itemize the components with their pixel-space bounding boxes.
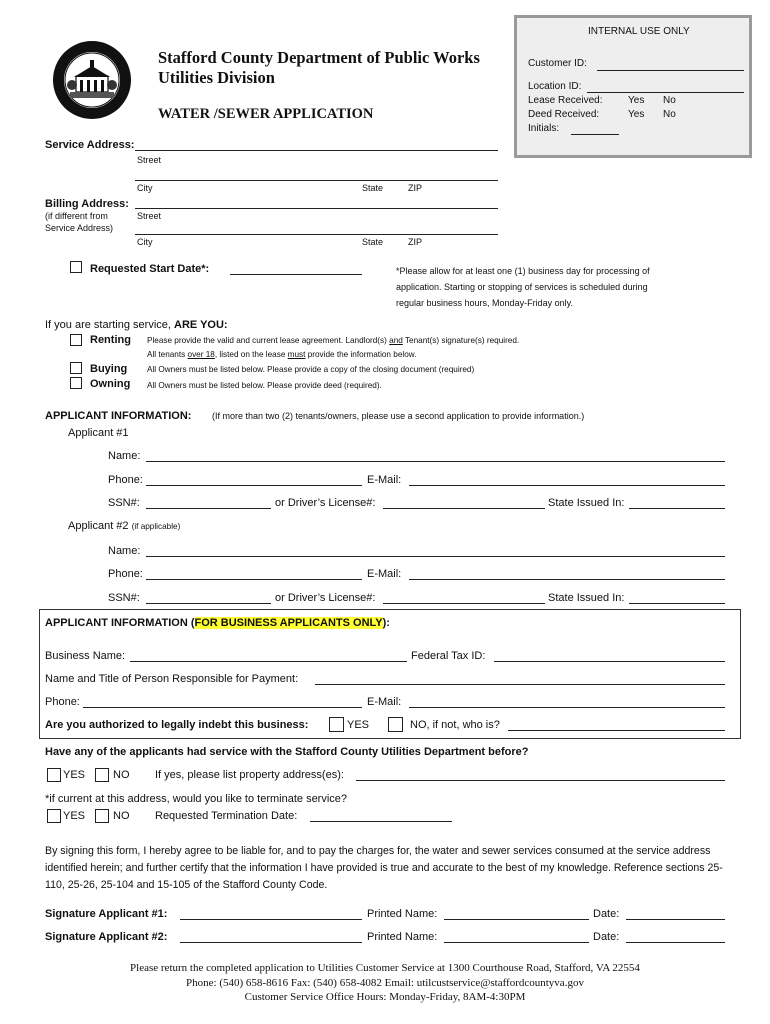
customer-id-label: Customer ID: bbox=[528, 58, 587, 69]
billing-street-field[interactable] bbox=[135, 208, 498, 209]
terminate-no-checkbox[interactable] bbox=[95, 809, 109, 823]
footer-contact: Phone: (540) 658-8616 Fax: (540) 658-4082 Email: utilcustservice@staffordcountyva.gov bbox=[186, 976, 584, 989]
business-email-label: E-Mail: bbox=[367, 696, 402, 708]
responsible-label: Name and Title of Person Responsible for Payment: bbox=[45, 673, 299, 685]
billing-state-caption: State bbox=[362, 237, 384, 247]
signature-2-field[interactable] bbox=[180, 942, 362, 943]
printed-name-2-label: Printed Name: bbox=[367, 931, 438, 943]
prior-yes-checkbox[interactable] bbox=[47, 768, 61, 782]
business-phone-label: Phone: bbox=[45, 696, 80, 708]
date-2-label: Date: bbox=[593, 931, 620, 943]
buying-label: Buying bbox=[90, 363, 128, 375]
start-date-label: Requested Start Date*: bbox=[90, 263, 210, 275]
deed-no[interactable]: No bbox=[663, 109, 676, 120]
a2-state-field[interactable] bbox=[629, 603, 725, 604]
responsible-field[interactable] bbox=[315, 684, 725, 685]
a1-ssn-label: SSN#: bbox=[108, 497, 140, 509]
business-phone-field[interactable] bbox=[83, 707, 362, 708]
prior-address-field[interactable] bbox=[356, 780, 725, 781]
service-street-caption: Street bbox=[137, 155, 162, 165]
county-seal bbox=[52, 40, 132, 120]
a1-phone-label: Phone: bbox=[108, 474, 143, 486]
authorized-yes-label: YES bbox=[347, 719, 370, 731]
internal-heading: INTERNAL USE ONLY bbox=[588, 26, 690, 37]
footer bbox=[0, 961, 770, 1005]
a2-phone-label: Phone: bbox=[108, 568, 143, 580]
lease-received-label: Lease Received: bbox=[528, 95, 603, 106]
authorized-yes-checkbox[interactable] bbox=[329, 717, 344, 732]
signature-1-label: Signature Applicant #1: bbox=[45, 908, 168, 920]
a2-dl-field[interactable] bbox=[383, 603, 545, 604]
renting-checkbox[interactable] bbox=[70, 334, 82, 346]
authorized-no-label: NO, if not, who is? bbox=[410, 719, 500, 731]
prior-no-checkbox[interactable] bbox=[95, 768, 109, 782]
initials-field[interactable] bbox=[571, 134, 619, 135]
renting-note-1: Please provide the valid and current lease agreement. Landlord(s) and Tenant(s) signature(s) required. bbox=[147, 336, 520, 345]
federal-tax-label: Federal Tax ID: bbox=[411, 650, 486, 662]
billing-city-field[interactable] bbox=[135, 234, 498, 235]
renting-label: Renting bbox=[90, 334, 131, 346]
division-title: Utilities Division bbox=[158, 68, 275, 87]
signature-1-field[interactable] bbox=[180, 919, 362, 920]
footer-hours: Customer Service Office Hours: Monday-Friday, 8AM-4:30PM bbox=[244, 991, 526, 1003]
a1-ssn-field[interactable] bbox=[146, 508, 271, 509]
applicant-heading-note: (If more than two (2) tenants/owners, please use a second application to provide information.) bbox=[212, 411, 585, 421]
prior-service-question: Have any of the applicants had service with the Stafford County Utilities Department before? bbox=[45, 746, 529, 758]
lease-yes[interactable]: Yes bbox=[628, 95, 645, 106]
a2-email-field[interactable] bbox=[409, 579, 725, 580]
lease-no[interactable]: No bbox=[663, 95, 676, 106]
start-note-3: regular business hours, Monday-Friday only. bbox=[396, 298, 573, 308]
a2-phone-field[interactable] bbox=[146, 579, 362, 580]
billing-note-1: (if different from bbox=[45, 211, 108, 221]
billing-street-caption: Street bbox=[137, 211, 162, 221]
service-address-label: Service Address: bbox=[45, 139, 135, 151]
a2-email-label: E-Mail: bbox=[367, 568, 402, 580]
service-city-caption: City bbox=[137, 183, 153, 193]
footer-address: Please return the completed application to Utilities Customer Service at 1300 Courthouse Road, Stafford, VA 22554 bbox=[130, 962, 640, 974]
internal-use-box bbox=[514, 15, 752, 158]
location-id-field[interactable] bbox=[587, 92, 744, 93]
billing-note-2: Service Address) bbox=[45, 223, 114, 233]
buying-checkbox[interactable] bbox=[70, 362, 82, 374]
status-intro: If you are starting service, ARE YOU: bbox=[45, 319, 228, 331]
billing-city-caption: City bbox=[137, 237, 153, 247]
a2-ssn-field[interactable] bbox=[146, 603, 271, 604]
service-zip-caption: ZIP bbox=[408, 183, 423, 193]
prior-yes-label: YES bbox=[63, 769, 86, 781]
start-date-field[interactable] bbox=[230, 274, 362, 275]
terminate-yes-label: YES bbox=[63, 810, 86, 822]
business-heading: APPLICANT INFORMATION (FOR BUSINESS APPLICANTS ONLY): bbox=[45, 617, 390, 629]
start-note-2: application. Starting or stopping of services is scheduled during bbox=[396, 282, 648, 292]
service-state-caption: State bbox=[362, 183, 384, 193]
a1-state-field[interactable] bbox=[629, 508, 725, 509]
termination-date-field[interactable] bbox=[310, 821, 452, 822]
a1-dl-label: or Driver’s License#: bbox=[275, 497, 376, 509]
applicant-heading: APPLICANT INFORMATION: bbox=[45, 410, 192, 422]
terminate-no-label: NO bbox=[113, 810, 130, 822]
initials-label: Initials: bbox=[528, 123, 560, 134]
billing-zip-caption: ZIP bbox=[408, 237, 423, 247]
agreement-text: By signing this form, I hereby agree to be liable for, and to pay the charges for, the water and sewer services consumed at the service address identified herein; and further certify that the information I have provided is true and accurate to the best of my knowledge. Reference sections 25-110, 25-26, 25-104 and 15-105 of the Stafford County Code. bbox=[45, 845, 723, 891]
department-title: Stafford County Department of Public Works bbox=[158, 48, 480, 67]
form-title: WATER /SEWER APPLICATION bbox=[158, 106, 374, 122]
applicant-1-label: Applicant #1 bbox=[68, 427, 129, 439]
terminate-yes-checkbox[interactable] bbox=[47, 809, 61, 823]
terminate-question: *if current at this address, would you like to terminate service? bbox=[45, 793, 348, 805]
prior-no-label: NO bbox=[113, 769, 130, 781]
printed-name-1-label: Printed Name: bbox=[367, 908, 438, 920]
a1-email-label: E-Mail: bbox=[367, 474, 402, 486]
renting-note-2: All tenants over 18, listed on the lease must provide the information below. bbox=[147, 350, 417, 359]
owning-label: Owning bbox=[90, 378, 131, 390]
a1-state-label: State Issued In: bbox=[548, 497, 625, 509]
a2-ssn-label: SSN#: bbox=[108, 592, 140, 604]
a2-name-field[interactable] bbox=[146, 556, 725, 557]
printed-name-2-field[interactable] bbox=[444, 942, 589, 943]
billing-address-label: Billing Address: bbox=[45, 198, 129, 210]
prior-list-label: If yes, please list property address(es): bbox=[155, 769, 344, 781]
service-city-field[interactable] bbox=[135, 180, 498, 181]
printed-name-1-field[interactable] bbox=[444, 919, 589, 920]
a1-phone-field[interactable] bbox=[146, 485, 362, 486]
owning-note: All Owners must be listed below. Please provide deed (required). bbox=[147, 381, 382, 390]
termination-date-label: Requested Termination Date: bbox=[155, 810, 298, 822]
business-name-field[interactable] bbox=[130, 661, 407, 662]
a1-name-label: Name: bbox=[108, 450, 141, 462]
a2-name-label: Name: bbox=[108, 545, 141, 557]
deed-yes[interactable]: Yes bbox=[628, 109, 645, 120]
a1-email-field[interactable] bbox=[409, 485, 725, 486]
start-date-checkbox[interactable] bbox=[70, 261, 82, 273]
signature-2-label: Signature Applicant #2: bbox=[45, 931, 168, 943]
applicant-2-label: Applicant #2 (if applicable) bbox=[68, 520, 181, 532]
authorized-label: Are you authorized to legally indebt this business: bbox=[45, 719, 309, 731]
authorized-who-field[interactable] bbox=[508, 730, 725, 731]
a1-name-field[interactable] bbox=[146, 461, 725, 462]
deed-received-label: Deed Received: bbox=[528, 109, 600, 120]
buying-note: All Owners must be listed below. Please provide a copy of the closing document (required) bbox=[147, 365, 475, 374]
business-email-field[interactable] bbox=[409, 707, 725, 708]
service-street-field[interactable] bbox=[135, 150, 498, 151]
authorized-no-checkbox[interactable] bbox=[388, 717, 403, 732]
a2-state-label: State Issued In: bbox=[548, 592, 625, 604]
location-id-label: Location ID: bbox=[528, 81, 582, 92]
start-note-1: *Please allow for at least one (1) business day for processing of bbox=[396, 266, 650, 276]
date-1-label: Date: bbox=[593, 908, 620, 920]
a2-dl-label: or Driver’s License#: bbox=[275, 592, 376, 604]
a1-dl-field[interactable] bbox=[383, 508, 545, 509]
business-name-label: Business Name: bbox=[45, 650, 126, 662]
owning-checkbox[interactable] bbox=[70, 377, 82, 389]
date-2-field[interactable] bbox=[626, 942, 725, 943]
federal-tax-field[interactable] bbox=[494, 661, 725, 662]
date-1-field[interactable] bbox=[626, 919, 725, 920]
customer-id-field[interactable] bbox=[597, 70, 744, 71]
